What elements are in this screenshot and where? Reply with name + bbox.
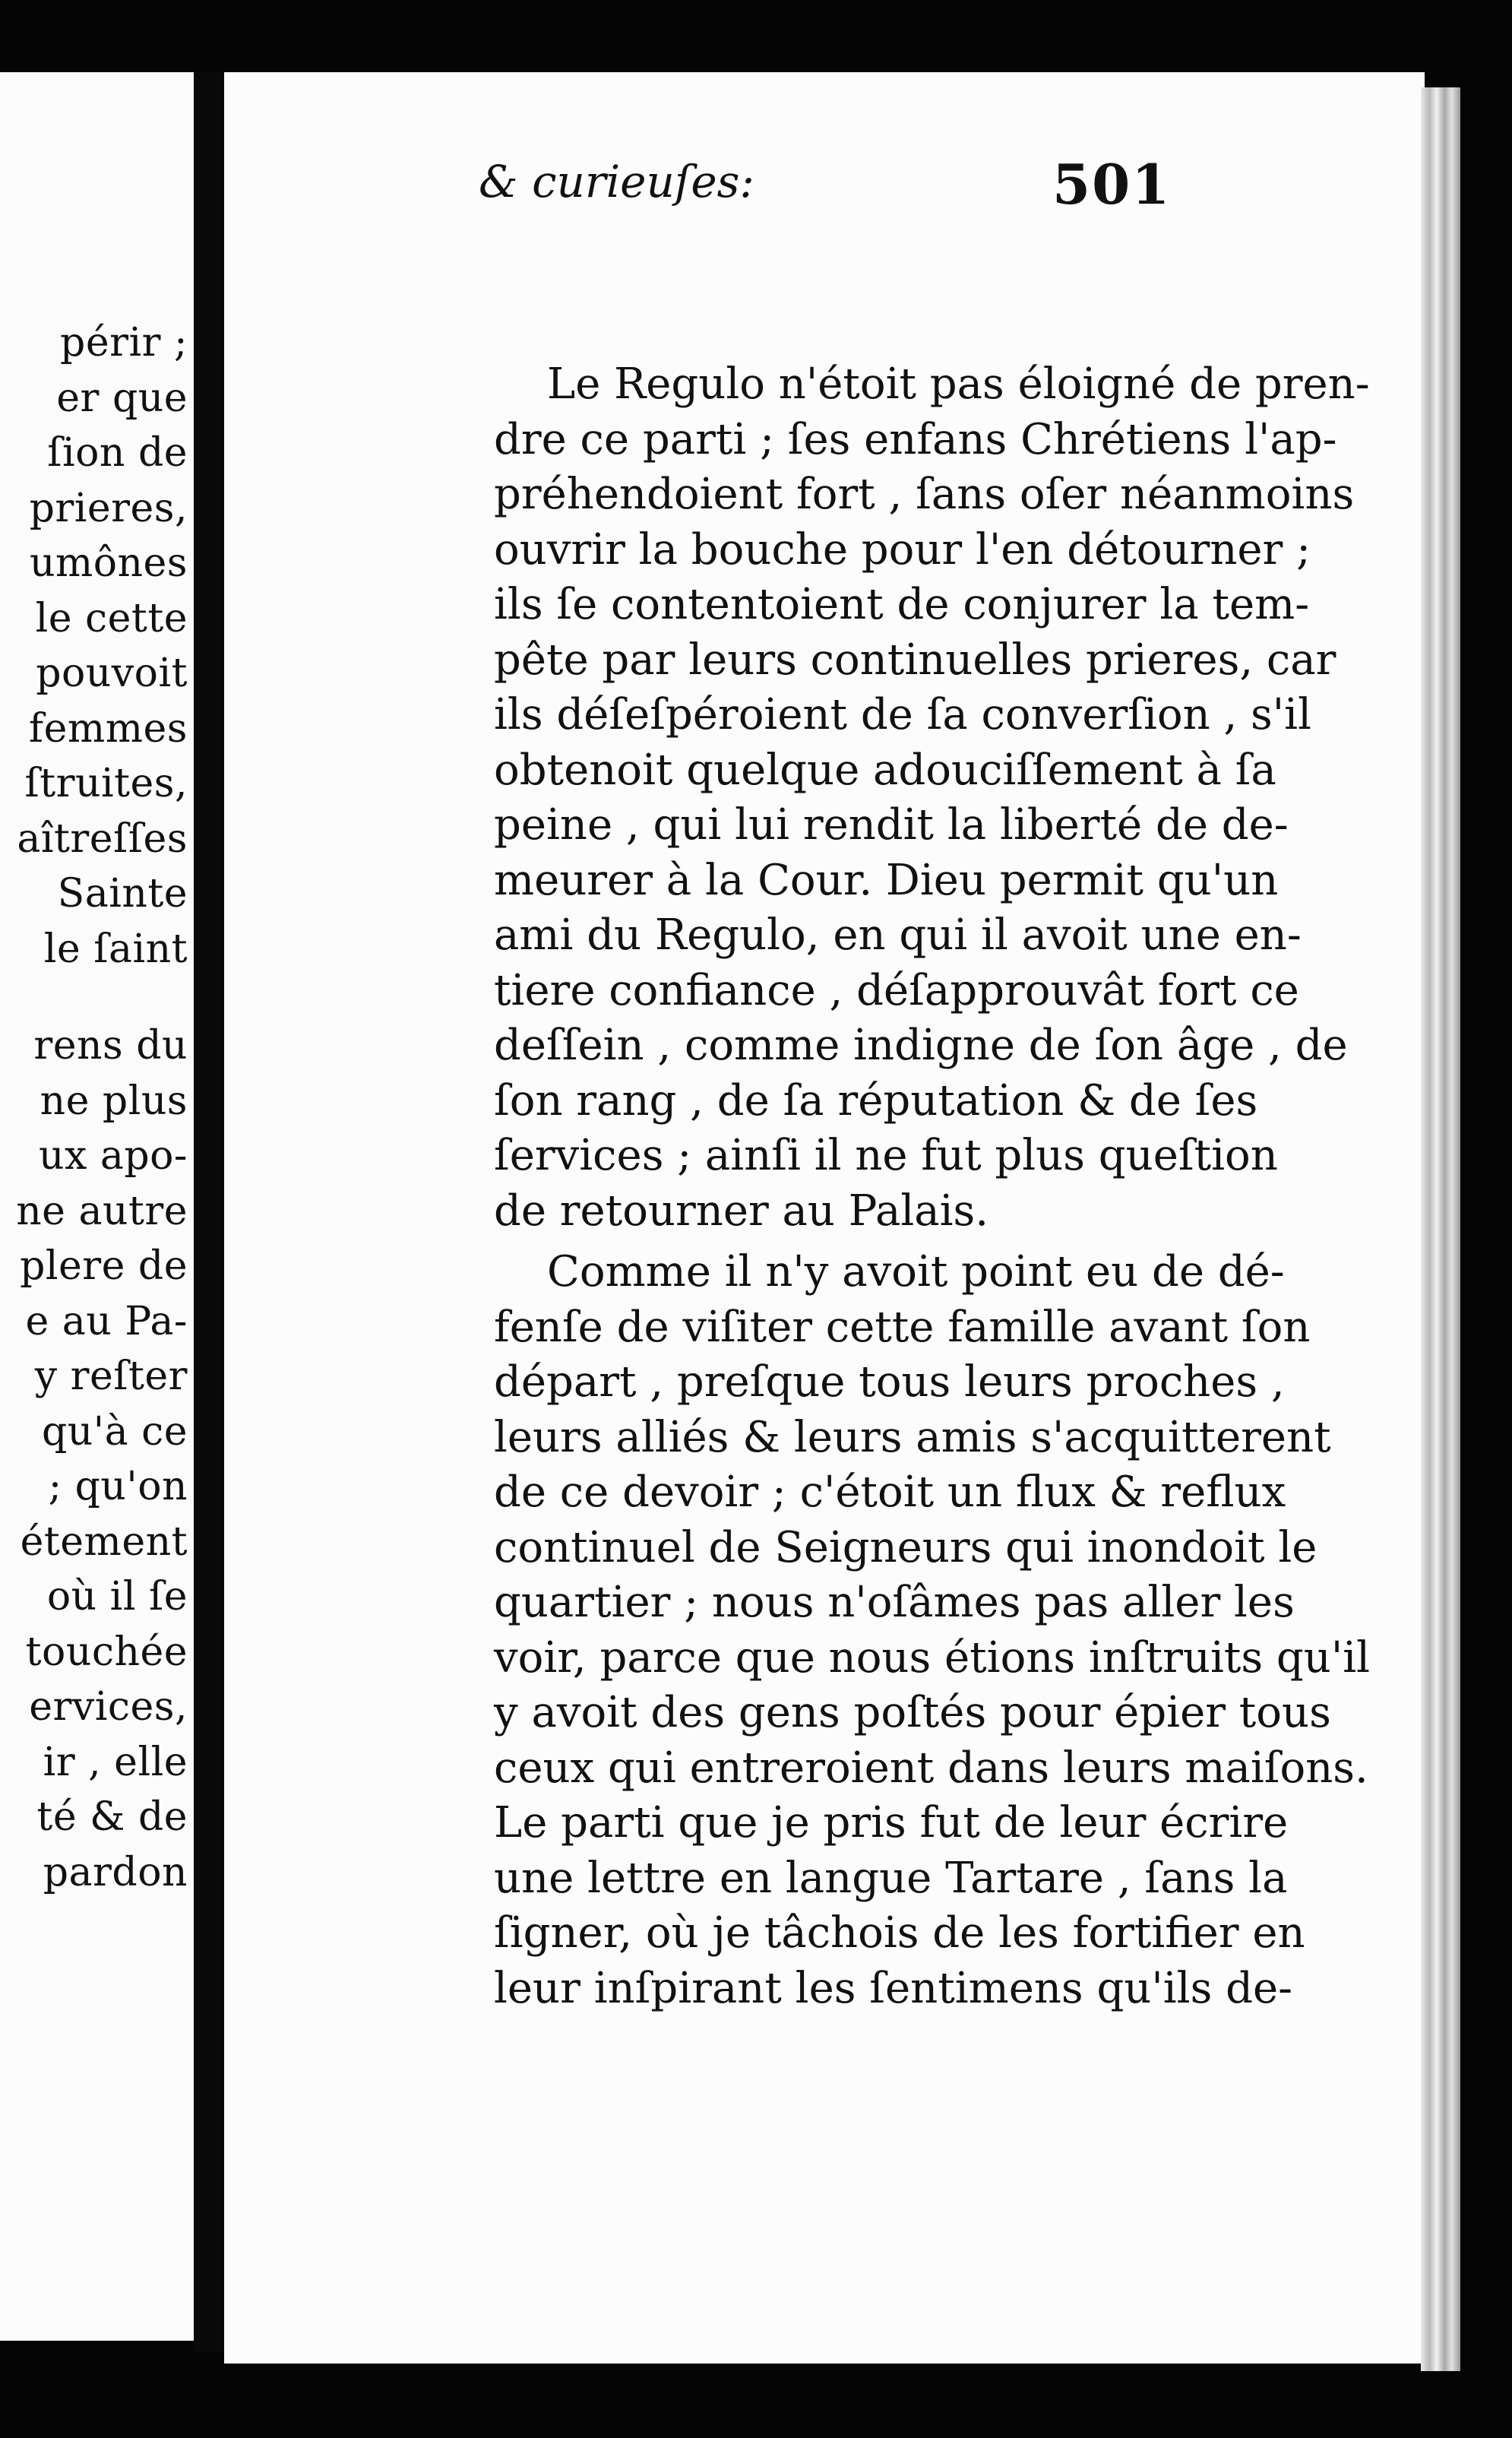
left-line: périr ; — [60, 320, 188, 366]
left-line: ervices, — [29, 1684, 188, 1730]
facing-page-left — [0, 72, 194, 2341]
left-line: té & de — [36, 1794, 188, 1840]
left-line: le ſaint — [43, 926, 188, 972]
left-line: pouvoit — [36, 651, 188, 696]
text-line: ouvrir la bouche pour l'en détourner ; — [494, 524, 1311, 575]
left-line: pardon — [43, 1849, 188, 1895]
text-line: Le Regulo n'étoit pas éloigné de pren- — [547, 359, 1370, 409]
left-line: ; qu'on — [48, 1464, 188, 1509]
text-line: peine , qui lui rendit la liberté de de- — [494, 800, 1289, 850]
page-number: 501 — [1052, 152, 1172, 217]
text-line: ils déſeſpéroient de ſa converſion , s'il — [494, 690, 1312, 739]
text-line: ils ſe contentoient de conjurer la tem- — [494, 580, 1310, 629]
left-line: e au Pa- — [25, 1298, 188, 1344]
running-head: & curieuſes: — [479, 156, 754, 207]
text-line: ſon rang , de ſa réputation & de ſes — [494, 1075, 1258, 1126]
text-line: de ce devoir ; c'étoit un flux & reflux — [494, 1468, 1286, 1517]
text-line: une lettre en langue Tartare , ſans la — [494, 1853, 1288, 1903]
left-line: ne plus — [40, 1078, 188, 1124]
text-line: ſigner, où je tâchois de les fortifier en — [494, 1908, 1305, 1958]
text-line: leur inſpirant les ſentimens qu'ils de- — [494, 1963, 1293, 2013]
page-block-edge — [1421, 87, 1460, 2371]
paragraph-2 — [494, 1245, 1371, 2016]
text-line: pête par leurs continuelles prieres, car — [494, 635, 1336, 685]
left-line: touchée — [25, 1629, 188, 1675]
left-line: qu'à ce — [42, 1408, 188, 1455]
text-line: ſervices ; ainſi il ne fut plus queſtion — [494, 1131, 1278, 1180]
left-line: ſion de — [47, 430, 188, 476]
left-line: aîtreſſes — [17, 815, 188, 862]
left-line: Sainte — [57, 871, 188, 917]
book-gutter — [194, 72, 228, 2352]
left-line: ne autre — [16, 1188, 188, 1234]
text-line: voir, parce que nous étions inſtruits qu'il — [494, 1632, 1371, 1683]
text-line: leurs alliés & leurs amis s'acquitterent — [494, 1412, 1331, 1462]
text-line: ami du Regulo, en qui il avoit une en- — [494, 910, 1302, 960]
text-line: obtenoit quelque adouciſſement à ſa — [494, 745, 1276, 795]
left-line: y reſter — [34, 1354, 188, 1399]
text-line: y avoit des gens poſtés pour épier tous — [494, 1688, 1331, 1737]
left-line: er que — [56, 375, 188, 421]
text-line: dre ce parti ; ſes enfans Chrétiens l'ap- — [494, 414, 1337, 464]
text-line: Le parti que je pris fut de leur écrire — [494, 1798, 1289, 1847]
text-line: fenſe de viſiter cette famille avant ſon — [494, 1302, 1311, 1352]
text-line: départ , preſque tous leurs proches , — [494, 1357, 1285, 1407]
text-line: ceux qui entreroient dans leurs maiſons. — [494, 1743, 1368, 1793]
text-line: deſſein , comme indigne de ſon âge , de — [494, 1021, 1348, 1070]
text-line: préhendoient fort , ſans oſer néanmoins — [494, 470, 1355, 519]
text-line: meurer à la Cour. Dieu permit qu'un — [494, 855, 1279, 905]
text-line: de retourner au Palais. — [494, 1186, 989, 1236]
left-line: femmes — [28, 705, 188, 752]
text-line: continuel de Seigneurs qui inondoit le — [494, 1522, 1317, 1572]
paragraph-1 — [494, 357, 1370, 1239]
left-line: plere de — [20, 1243, 188, 1289]
left-line: ſtruites, — [24, 761, 188, 806]
left-line: où il ſe — [46, 1574, 188, 1620]
text-line: Comme il n'y avoit point eu de dé- — [547, 1247, 1285, 1297]
page-body — [494, 357, 1371, 2016]
left-line: le cette — [35, 595, 188, 641]
left-line: ux apo- — [38, 1133, 188, 1179]
left-line: ir , elle — [43, 1739, 188, 1785]
text-line: quartier ; nous n'oſâmes pas aller les — [494, 1578, 1295, 1627]
facing-page-text — [0, 315, 188, 1900]
left-paragraph-gap — [0, 977, 188, 1018]
left-line: rens du — [33, 1023, 188, 1069]
text-line: tiere confiance , déſapprouvât fort ce — [494, 965, 1299, 1015]
left-line: prieres, — [29, 485, 188, 531]
left-line: étement — [20, 1518, 188, 1565]
book-page-right — [224, 72, 1425, 2364]
left-line: umônes — [29, 540, 188, 586]
